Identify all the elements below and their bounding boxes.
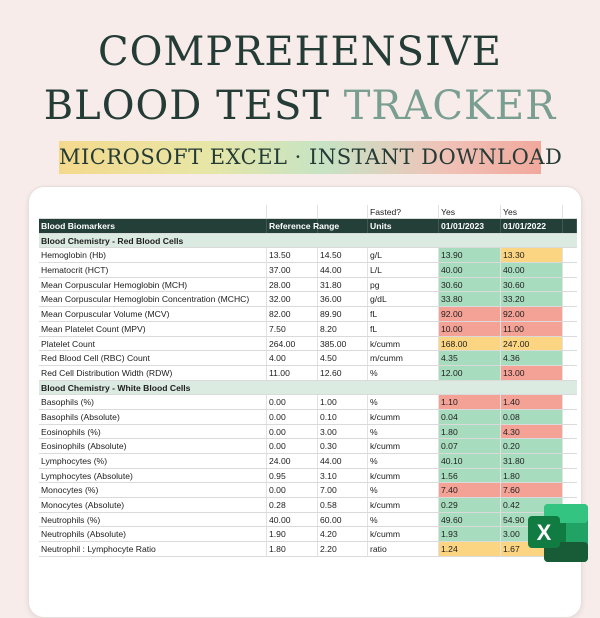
result-2022[interactable]: 0.08: [501, 410, 563, 424]
result-2022[interactable]: 54.90: [501, 513, 563, 527]
biomarker-name[interactable]: Mean Corpuscular Hemoglobin Concentration (MCHC): [39, 292, 267, 306]
title-line-2-main: BLOOD TEST: [43, 83, 331, 129]
reference-low[interactable]: 0.00: [267, 410, 318, 424]
table-row: [39, 527, 577, 542]
header-biomarkers[interactable]: Blood Biomarkers: [39, 219, 267, 233]
unit-cell[interactable]: k/cumm: [368, 337, 439, 351]
header-row: [39, 219, 577, 234]
title-line-2-accent: TRACKER: [343, 83, 557, 129]
fasted-row: [39, 205, 577, 219]
unit-cell[interactable]: fL: [368, 322, 439, 336]
header-reference-range[interactable]: Reference Range: [269, 221, 340, 231]
biomarker-name[interactable]: Neutrophils (Absolute): [39, 527, 267, 541]
result-2023[interactable]: 40.00: [439, 263, 501, 277]
biomarker-name[interactable]: Basophils (%): [39, 395, 267, 409]
reference-low[interactable]: 13.50: [267, 248, 318, 262]
biomarker-name[interactable]: Neutrophils (%): [39, 513, 267, 527]
blank-cell[interactable]: [563, 278, 577, 292]
result-2022[interactable]: 4.36: [501, 351, 563, 365]
blank-cell[interactable]: [563, 337, 577, 351]
result-2022[interactable]: 247.00: [501, 337, 563, 351]
biomarker-name[interactable]: Lymphocytes (Absolute): [39, 469, 267, 483]
result-2023[interactable]: 1.80: [439, 425, 501, 439]
excel-icon: [526, 500, 592, 566]
reference-low[interactable]: 0.00: [267, 425, 318, 439]
cell[interactable]: [318, 205, 368, 218]
table-row: [39, 278, 577, 293]
result-2022[interactable]: 13.00: [501, 366, 563, 380]
table-row: [39, 307, 577, 322]
table-row: [39, 483, 577, 498]
unit-cell[interactable]: %: [368, 454, 439, 468]
unit-cell[interactable]: %: [368, 425, 439, 439]
section-label[interactable]: Blood Chemistry - Red Blood Cells: [41, 235, 184, 246]
result-2022[interactable]: 4.30: [501, 425, 563, 439]
unit-cell[interactable]: k/cumm: [368, 410, 439, 424]
reference-high[interactable]: 89.90: [318, 307, 368, 321]
cell[interactable]: [563, 205, 577, 218]
result-2022[interactable]: 13.30: [501, 248, 563, 262]
blank-cell[interactable]: [563, 469, 577, 483]
reference-low[interactable]: 264.00: [267, 337, 318, 351]
result-2023[interactable]: 0.07: [439, 439, 501, 453]
unit-cell[interactable]: k/cumm: [368, 498, 439, 512]
header-blank[interactable]: [563, 219, 577, 233]
unit-cell[interactable]: k/cumm: [368, 527, 439, 541]
result-2022[interactable]: 1.40: [501, 395, 563, 409]
result-2022[interactable]: 0.20: [501, 439, 563, 453]
biomarker-name[interactable]: Hemoglobin (Hb): [39, 248, 267, 262]
result-2022[interactable]: 7.60: [501, 483, 563, 497]
reference-low[interactable]: 0.00: [267, 395, 318, 409]
table-row: [39, 351, 577, 366]
result-2023[interactable]: 92.00: [439, 307, 501, 321]
blank-cell[interactable]: [563, 292, 577, 306]
table-row: [39, 439, 577, 454]
table-row: [39, 513, 577, 528]
unit-cell[interactable]: pg: [368, 278, 439, 292]
biomarker-name[interactable]: Eosinophils (%): [39, 425, 267, 439]
unit-cell[interactable]: L/L: [368, 263, 439, 277]
reference-high[interactable]: 44.00: [318, 263, 368, 277]
table-row: [39, 395, 577, 410]
reference-high[interactable]: 44.00: [318, 454, 368, 468]
reference-high[interactable]: 8.20: [318, 322, 368, 336]
section-row: [39, 234, 577, 249]
fasted-value-1[interactable]: Yes: [439, 205, 501, 218]
reference-low[interactable]: 11.00: [267, 366, 318, 380]
table-row: [39, 469, 577, 484]
table-row: [39, 542, 577, 557]
reference-high[interactable]: 1.00: [318, 395, 368, 409]
blank-cell[interactable]: [563, 351, 577, 365]
unit-cell[interactable]: k/cumm: [368, 439, 439, 453]
table-row: [39, 292, 577, 307]
blank-cell[interactable]: [563, 454, 577, 468]
result-2023[interactable]: 49.60: [439, 513, 501, 527]
reference-low[interactable]: 0.00: [267, 439, 318, 453]
table-row: [39, 322, 577, 337]
unit-cell[interactable]: g/dL: [368, 292, 439, 306]
unit-cell[interactable]: %: [368, 366, 439, 380]
result-2023[interactable]: 0.29: [439, 498, 501, 512]
reference-low[interactable]: 24.00: [267, 454, 318, 468]
result-2022[interactable]: 30.60: [501, 278, 563, 292]
unit-cell[interactable]: fL: [368, 307, 439, 321]
blank-cell[interactable]: [563, 263, 577, 277]
result-2023[interactable]: 168.00: [439, 337, 501, 351]
biomarker-name[interactable]: Mean Corpuscular Volume (MCV): [39, 307, 267, 321]
result-2023[interactable]: 30.60: [439, 278, 501, 292]
biomarker-name[interactable]: Platelet Count: [39, 337, 267, 351]
reference-high[interactable]: 4.50: [318, 351, 368, 365]
header-units[interactable]: Units: [368, 219, 439, 233]
reference-high[interactable]: 2.20: [318, 542, 368, 556]
result-2022[interactable]: 0.42: [501, 498, 563, 512]
reference-high[interactable]: 60.00: [318, 513, 368, 527]
biomarker-name[interactable]: Monocytes (%): [39, 483, 267, 497]
reference-low[interactable]: 37.00: [267, 263, 318, 277]
table-row: [39, 425, 577, 440]
reference-high[interactable]: 36.00: [318, 292, 368, 306]
section-row: [39, 381, 577, 396]
result-2022[interactable]: 1.67: [501, 542, 563, 556]
blank-cell[interactable]: [563, 425, 577, 439]
reference-low[interactable]: 1.80: [267, 542, 318, 556]
reference-low[interactable]: 32.00: [267, 292, 318, 306]
result-2022[interactable]: 92.00: [501, 307, 563, 321]
reference-low[interactable]: 82.00: [267, 307, 318, 321]
fasted-label[interactable]: Fasted?: [368, 205, 439, 218]
biomarker-name[interactable]: Mean Platelet Count (MPV): [39, 322, 267, 336]
result-2023[interactable]: 40.10: [439, 454, 501, 468]
blank-cell[interactable]: [563, 395, 577, 409]
table-row: [39, 454, 577, 469]
reference-low[interactable]: 7.50: [267, 322, 318, 336]
reference-high[interactable]: 3.00: [318, 425, 368, 439]
unit-cell[interactable]: %: [368, 483, 439, 497]
title-line-1: COMPREHENSIVE: [98, 29, 502, 75]
result-2023[interactable]: 33.80: [439, 292, 501, 306]
biomarker-name[interactable]: Monocytes (Absolute): [39, 498, 267, 512]
reference-high[interactable]: 0.30: [318, 439, 368, 453]
unit-cell[interactable]: %: [368, 513, 439, 527]
reference-high[interactable]: 3.10: [318, 469, 368, 483]
table-row: [39, 337, 577, 352]
biomarker-name[interactable]: Lymphocytes (%): [39, 454, 267, 468]
result-2023[interactable]: 12.00: [439, 366, 501, 380]
blank-cell[interactable]: [563, 439, 577, 453]
table-row: [39, 410, 577, 425]
download-banner: MICROSOFT EXCEL · INSTANT DOWNLOAD: [59, 141, 541, 174]
unit-cell[interactable]: k/cumm: [368, 469, 439, 483]
result-2023[interactable]: 0.04: [439, 410, 501, 424]
unit-cell[interactable]: m/cumm: [368, 351, 439, 365]
blank-cell[interactable]: [563, 483, 577, 497]
biomarker-name[interactable]: Hematocrit (HCT): [39, 263, 267, 277]
result-2023[interactable]: 1.56: [439, 469, 501, 483]
reference-high[interactable]: 14.50: [318, 248, 368, 262]
reference-low[interactable]: 0.95: [267, 469, 318, 483]
table-row: [39, 366, 577, 381]
biomarker-name[interactable]: Mean Corpuscular Hemoglobin (MCH): [39, 278, 267, 292]
result-2022[interactable]: 33.20: [501, 292, 563, 306]
cell[interactable]: [267, 205, 318, 218]
result-2023[interactable]: 1.10: [439, 395, 501, 409]
spreadsheet: [39, 205, 577, 557]
result-2022[interactable]: 11.00: [501, 322, 563, 336]
reference-high[interactable]: 31.80: [318, 278, 368, 292]
table-row: [39, 248, 577, 263]
blank-cell[interactable]: [563, 248, 577, 262]
header-date-1[interactable]: 01/01/2023: [439, 219, 501, 233]
result-2023[interactable]: 4.35: [439, 351, 501, 365]
reference-high[interactable]: 0.10: [318, 410, 368, 424]
section-label[interactable]: Blood Chemistry - White Blood Cells: [41, 382, 191, 393]
blank-cell[interactable]: [563, 322, 577, 336]
blank-cell[interactable]: [563, 410, 577, 424]
result-2023[interactable]: 7.40: [439, 483, 501, 497]
result-2023[interactable]: 1.24: [439, 542, 501, 556]
table-body: [39, 234, 577, 557]
result-2022[interactable]: 40.00: [501, 263, 563, 277]
result-2022[interactable]: 1.80: [501, 469, 563, 483]
title-line-2: [0, 82, 600, 130]
reference-low[interactable]: 1.90: [267, 527, 318, 541]
unit-cell[interactable]: g/L: [368, 248, 439, 262]
result-2022[interactable]: 3.00: [501, 527, 563, 541]
spreadsheet-card: [28, 186, 582, 618]
biomarker-name[interactable]: Red Blood Cell (RBC) Count: [39, 351, 267, 365]
biomarker-name[interactable]: Basophils (Absolute): [39, 410, 267, 424]
result-2023[interactable]: 1.93: [439, 527, 501, 541]
reference-low[interactable]: 0.28: [267, 498, 318, 512]
reference-low[interactable]: 4.00: [267, 351, 318, 365]
biomarker-name[interactable]: Red Cell Distribution Width (RDW): [39, 366, 267, 380]
biomarker-name[interactable]: Eosinophils (Absolute): [39, 439, 267, 453]
reference-high[interactable]: 12.60: [318, 366, 368, 380]
result-2023[interactable]: 10.00: [439, 322, 501, 336]
unit-cell[interactable]: %: [368, 395, 439, 409]
excel-letter: X: [536, 520, 552, 545]
header-reference-range-2[interactable]: [318, 219, 368, 233]
blank-cell[interactable]: [563, 366, 577, 380]
reference-high[interactable]: 7.00: [318, 483, 368, 497]
reference-high[interactable]: 385.00: [318, 337, 368, 351]
reference-low[interactable]: 40.00: [267, 513, 318, 527]
result-2022[interactable]: 31.80: [501, 454, 563, 468]
fasted-value-2[interactable]: Yes: [501, 205, 563, 218]
blank-cell[interactable]: [563, 307, 577, 321]
cell[interactable]: [39, 205, 267, 218]
reference-high[interactable]: 0.58: [318, 498, 368, 512]
table-row: [39, 263, 577, 278]
unit-cell[interactable]: ratio: [368, 542, 439, 556]
reference-low[interactable]: 0.00: [267, 483, 318, 497]
biomarker-name[interactable]: Neutrophil : Lymphocyte Ratio: [39, 542, 267, 556]
table-row: [39, 498, 577, 513]
reference-high[interactable]: 4.20: [318, 527, 368, 541]
reference-low[interactable]: 28.00: [267, 278, 318, 292]
header-date-2[interactable]: 01/01/2022: [501, 219, 563, 233]
result-2023[interactable]: 13.90: [439, 248, 501, 262]
